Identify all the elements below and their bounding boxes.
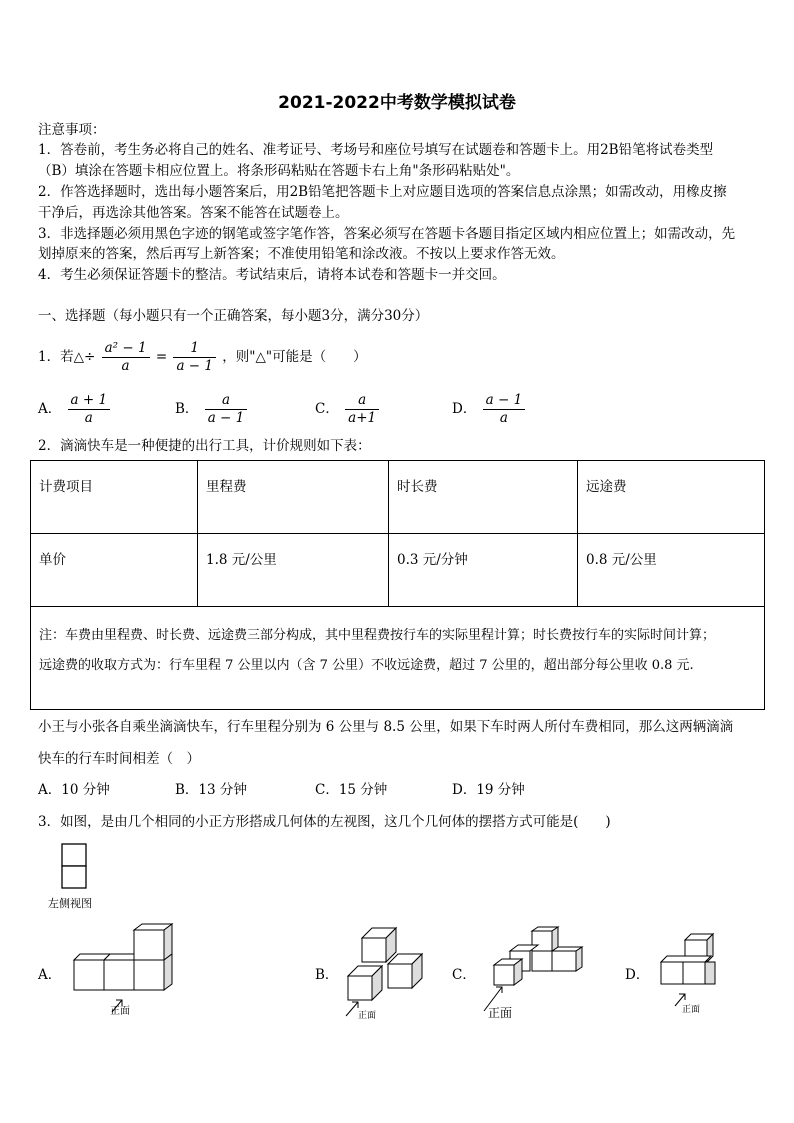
front-label: 正面 xyxy=(358,1011,377,1021)
notice-line: 1．答卷前，考生务必将自己的姓名、准考证号、考场号和座位号填写在试题卷和答题卡上。用2B铅笔将试卷类型 xyxy=(38,142,714,158)
denominator: a xyxy=(84,410,93,426)
option-fraction xyxy=(345,392,379,427)
q3-option-a-label[interactable]: A． xyxy=(38,967,62,983)
page-title: 2021-2022中考数学模拟试卷 xyxy=(278,93,516,113)
table-header-cell: 时长费 xyxy=(389,461,578,534)
option-label: B． xyxy=(175,401,199,417)
q1-option-d[interactable] xyxy=(452,390,527,428)
notice-line: 干净后，再选涂其他答案。答案不能答在试题卷上。 xyxy=(38,205,349,221)
notice-line: （B）填涂在答题卡相应位置上。将条形码粘贴在答题卡右上角"条形码粘贴处"。 xyxy=(38,163,520,179)
option-fraction xyxy=(68,392,111,427)
q2-option-b[interactable]: B．13 分钟 xyxy=(175,782,247,798)
q1-suffix: ，则"△"可能是（ ） xyxy=(222,349,367,365)
q2-stem: 2．滴滴快车是一种便捷的出行工具，计价规则如下表： xyxy=(38,438,371,454)
q3-stem: 3．如图，是由几个相同的小正方形搭成几何体的左视图，这几个几何体的摆搭方式可能是( ) xyxy=(38,814,611,830)
left-view-figure xyxy=(60,842,100,892)
denominator: a xyxy=(499,410,508,426)
table-row xyxy=(31,461,765,534)
denominator: a+1 xyxy=(348,410,377,426)
option-fraction xyxy=(483,392,526,427)
table-note-line: 远途费的收取方式为：行车里程 7 公里以内（含 7 公里）不收远途费，超过 7 公里的，超出部分每公里收 0.8 元. xyxy=(39,658,694,673)
table-cell: 单价 xyxy=(31,534,198,607)
numerator: a² − 1 xyxy=(102,340,150,358)
q2-option-d[interactable]: D．19 分钟 xyxy=(452,782,525,798)
section-heading: 一、选择题（每小题只有一个正确答案，每小题3分，满分30分） xyxy=(38,308,429,324)
denominator: a − 1 xyxy=(176,358,213,374)
front-label: 正面 xyxy=(110,1006,130,1017)
q2-question-line: 快车的行车时间相差（ ） xyxy=(38,751,200,767)
fee-table xyxy=(30,460,765,710)
q2-option-a[interactable]: A．10 分钟 xyxy=(38,782,110,798)
left-view-label: 左侧视图 xyxy=(48,897,92,910)
notice-line: 3．非选择题必须用黑色字迹的钢笔或签字笔作答，答案必须写在答题卡各题目指定区域内相应位置上；如需改动，先 xyxy=(38,226,736,242)
numerator: a xyxy=(205,392,248,410)
q3-option-d-figure xyxy=(655,930,735,1010)
q1-option-b[interactable] xyxy=(175,390,249,428)
q1-fraction-2 xyxy=(173,340,216,375)
table-header-cell: 远途费 xyxy=(578,461,765,534)
table-cell: 0.8 元/公里 xyxy=(578,534,765,607)
q3-option-b-label[interactable]: B． xyxy=(315,967,339,983)
q1-option-c[interactable] xyxy=(315,390,381,428)
table-header-cell: 计费项目 xyxy=(31,461,198,534)
table-row xyxy=(31,534,765,607)
option-label: C． xyxy=(315,401,339,417)
equals-sign: = xyxy=(155,349,168,365)
q3-option-a-figure xyxy=(70,920,190,1020)
q1-fraction-1 xyxy=(102,340,150,375)
denominator: a − 1 xyxy=(207,410,245,426)
notice-line: 2．作答选择题时，选出每小题答案后，用2B铅笔把答题卡上对应题目选项的答案信息点涂黑；如需改动，用橡皮擦 xyxy=(38,184,727,200)
q3-option-c-label[interactable]: C． xyxy=(452,967,476,983)
option-fraction xyxy=(205,392,248,427)
table-note-line: 注：车费由里程费、时长费、远途费三部分构成，其中里程费按行车的实际里程计算；时长费按行车的实际时间计算； xyxy=(39,628,716,643)
q1-option-a[interactable] xyxy=(38,390,112,428)
notice-line: 划掉原来的答案，然后再写上新答案；不准使用铅笔和涂改液。不按以上要求作答无效。 xyxy=(38,246,565,262)
q1-prefix: 1．若△÷ xyxy=(38,349,96,365)
numerator: 1 xyxy=(173,340,216,358)
denominator: a xyxy=(121,358,130,374)
numerator: a xyxy=(345,392,379,410)
option-label: D． xyxy=(452,401,477,417)
numerator: a − 1 xyxy=(483,392,526,410)
notice-line: 4．考生必须保证答题卡的整洁。考试结束后，请将本试卷和答题卡一并交回。 xyxy=(38,267,506,283)
q3-option-b-figure xyxy=(340,920,440,1020)
q3-option-d-label[interactable]: D． xyxy=(625,967,650,983)
q2-option-c[interactable]: C．15 分钟 xyxy=(315,782,388,798)
table-note-cell xyxy=(31,607,765,710)
table-row xyxy=(31,607,765,710)
table-cell: 1.8 元/公里 xyxy=(198,534,389,607)
table-header-cell: 里程费 xyxy=(198,461,389,534)
q2-question-line: 小王与小张各自乘坐滴滴快车，行车里程分别为 6 公里与 8.5 公里，如果下车时两人所付车费相同，那么这两辆滴滴 xyxy=(38,719,734,735)
table-cell: 0.3 元/分钟 xyxy=(389,534,578,607)
question-1 xyxy=(38,338,367,376)
option-label: A． xyxy=(38,401,62,417)
notice-heading: 注意事项： xyxy=(38,122,106,138)
front-label: 正面 xyxy=(488,1006,513,1020)
numerator: a + 1 xyxy=(68,392,111,410)
front-label: 正面 xyxy=(682,1005,701,1015)
